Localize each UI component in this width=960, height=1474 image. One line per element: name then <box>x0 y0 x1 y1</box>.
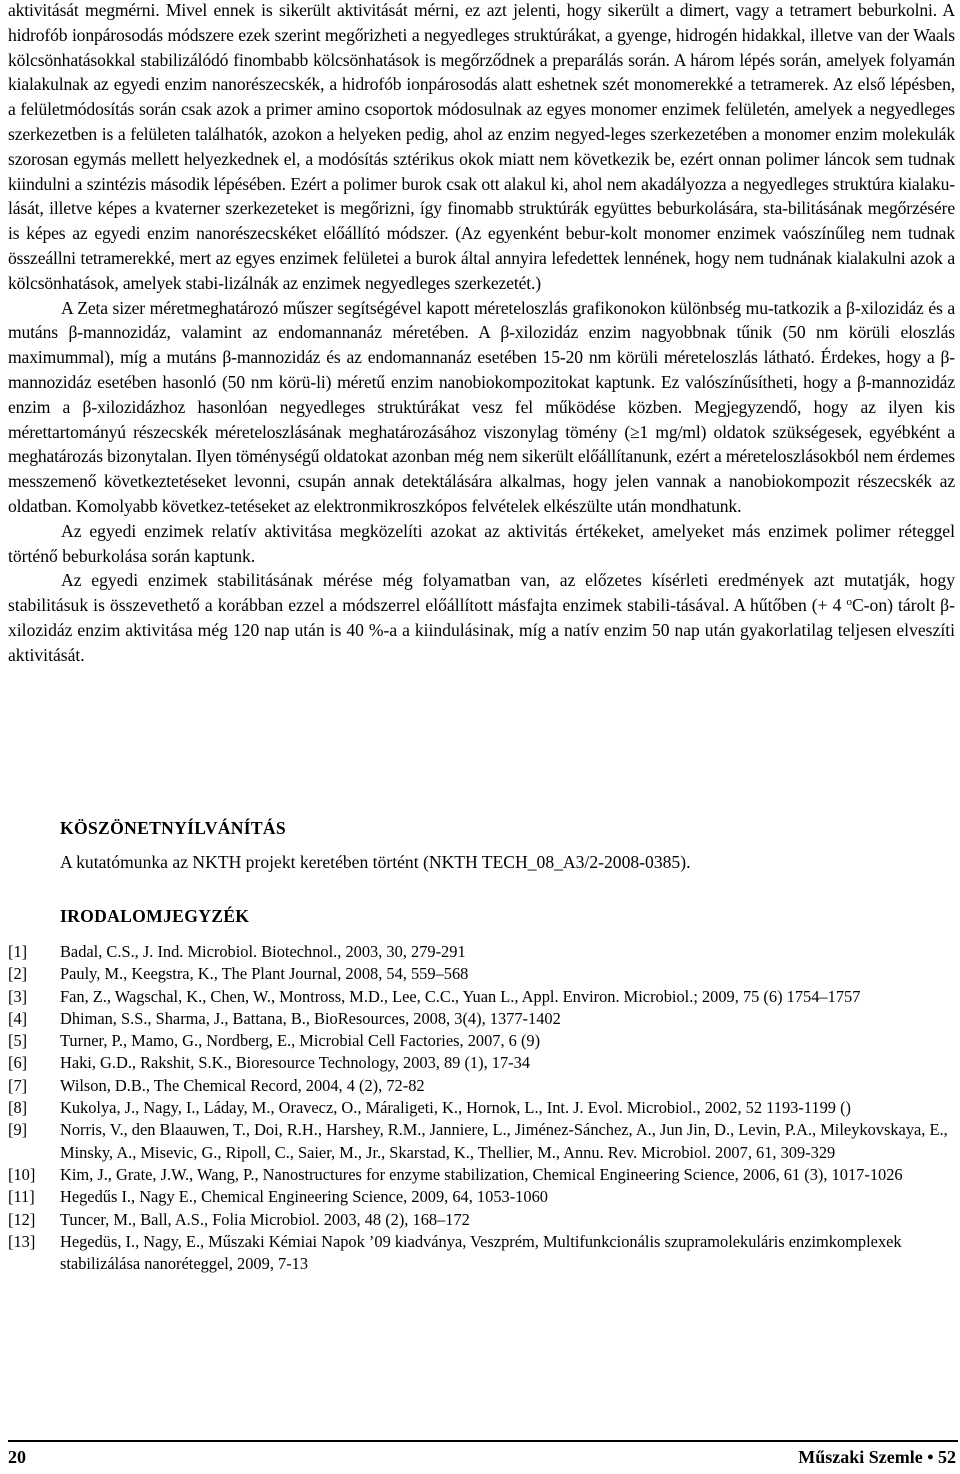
reference-text: Tuncer, M., Ball, A.S., Folia Microbiol. 2003, 48 (2), 168–172 <box>60 1209 470 1229</box>
reference-number: [9] <box>8 1120 28 1140</box>
body-text <box>8 0 955 668</box>
reference-list <box>8 941 958 1275</box>
degree-superscript: o <box>846 596 852 609</box>
reference-text: Hegedüs, I., Nagy, E., Műszaki Kémiai Napok ’09 kiadványa, Veszprém, Multifunkcionális szupramolekuláris enzimkomplexek stabilizálása nanoréteggel, 2009, 7-13 <box>60 1231 902 1274</box>
reference-number: [7] <box>8 1075 28 1095</box>
paragraph <box>8 568 955 667</box>
reference-text: Kim, J., Grate, J.W., Wang, P., Nanostructures for enzyme stabilization, Chemical Engineering Science, 2006, 61 (3), 1017-1026 <box>60 1164 903 1184</box>
reference-item <box>8 986 958 1008</box>
reference-number: [8] <box>8 1098 28 1118</box>
reference-number: [13] <box>8 1231 36 1251</box>
footer-divider <box>8 1440 958 1442</box>
reference-item <box>8 1209 958 1231</box>
reference-number: [11] <box>8 1187 35 1207</box>
paragraph: Az egyedi enzimek relatív aktivitása megközelíti azokat az aktivitás értékeket, amelyeket más enzimek polimer réteggel történő beburkolása során kaptunk. <box>8 520 955 566</box>
reference-text: Hegedűs I., Nagy E., Chemical Engineering Science, 2009, 64, 1053-1060 <box>60 1187 548 1207</box>
reference-item <box>8 1052 958 1074</box>
paragraph-text-continued: C-on) tárolt β-xilozidáz enzim aktivitása még 120 nap után is 40 %-a a kiindulásinak, míg a natív enzim 50 nap után gyakorlatilag teljesen elveszíti aktivitását. <box>8 595 955 665</box>
reference-text: Badal, C.S., J. Ind. Microbiol. Biotechnol., 2003, 30, 279-291 <box>60 942 466 961</box>
reference-number: [10] <box>8 1164 36 1184</box>
reference-item <box>8 1097 958 1119</box>
journal-name: Műszaki Szemle • 52 <box>798 1447 956 1467</box>
reference-text: Turner, P., Mamo, G., Nordberg, E., Microbial Cell Factories, 2007, 6 (9) <box>60 1031 541 1051</box>
reference-text: Fan, Z., Wagschal, K., Chen, W., Montross, M.D., Lee, C.C., Yuan L., Appl. Environ. Microbiol.; 2009, 75 (6) 1754–1757 <box>60 986 861 1006</box>
references-heading: IRODALOMJEGYZÉK <box>60 906 250 926</box>
reference-text: Kukolya, J., Nagy, I., Láday, M., Oravecz, O., Máraligeti, K., Hornok, L., Int. J. Evol. Microbiol., 2002, 52 1193-1199 () <box>60 1098 851 1118</box>
page-number: 20 <box>8 1447 26 1467</box>
reference-number: [12] <box>8 1209 36 1229</box>
reference-text: Haki, G.D., Rakshit, S.K., Bioresource Technology, 2003, 89 (1), 17-34 <box>60 1053 531 1073</box>
reference-item <box>8 1075 958 1097</box>
paragraph: aktivitását megmérni. Mivel ennek is sikerült aktivitását mérni, ez azt jelenti, hogy sikerült a dimert, vagy a tetramert beburkolni. A hidrofób ionpárosodás módszere ezek szerint megőrizheti a negyedleges struktúrákat, a gyenge, hidrogén hidakkal, illetve van der Waals kölcsönhatásokkal stabilizálódó finombabb kölcsönhatások is megőrződnek a preparálás során. A három lépés során, amelyek folyamán kialakulnak az egyedi enzim nanorészecskék, a hidrofób ionpárosodás alatt eshetnek szét monomerekké a tetramerek. Az első lépésben, a felületmódosítás során csak azok a primer amino csoportok módosulnak az egyes monomer enzimek felületén, amelyek a negyedleges szerkezetben is a felületen találhatók, azokon a helyeken pedig, ahol az enzim negyed-leges szerkezetében a monomer enzim molekulák szorosan egymás mellett helyezkednek el, a modósítás sztérikus okok miatt nem következik be, ezért onnan polimer láncok sem tudnak kiindulni a szintézis második lépésében. Ezért a polimer burok csak ott alakul ki, ahol nem akadályozza a negyedleges struktúra kialaku-lását, illetve képes a kvaterner szerkezeteket is megőrizni, így finomabb struktúrák együttes beburkolására, sta-bilitásának megőrzésére is képes az egyedi enzim nanorészecskéket előállító módszer. (Az egyenként bebur-kolt monomer enzimek vaószínűleg nem tudnak összeállni tetramerekké, mert az egyes enzimek felületei a burok által annyira lefedettek lennének, hogy nem tudnának kialakulni azok a kölcsönhatások, amelyek stabi-lizálnák az enzimek negyedleges szerkezetét.) <box>8 0 955 293</box>
paragraph: A Zeta sizer méretmeghatározó műszer segítségével kapott méreteloszlás grafikonokon különbség mu-tatkozik a β-xilozidáz és a mutáns β-mannozidáz, valamint az endomannanáz méretében. A β-xilozidáz enzim nagyobbnak tűnik (50 nm körüli eloszlás maximummal), míg a mutáns β-mannozidáz és az endomannanáz esetében 15-20 nm körüli méreteloszlás látható. Érdekes, hogy a β-mannozidáz esetében hasonló (50 nm körü-li) méretű enzim nanobiokompozitokat kaptunk. Ez valószínűsítheti, hogy a β-mannozidáz enzim a β-xilozidázhoz hasonlóan negyedleges struktúrákat vesz fel működése közben. Megjegyzendő, hogy az ilyen kis mérettartományú részecskék méreteloszlásának meghatározásához viszonylag tömény (≥1 mg/ml) oldatok szükségesek, egyébként a meghatározás bizonytalan. Ilyen töménységű oldatokat azonban még nem sikerült előállítanunk, ezért a méreteloszlásokból nem érdemes messzemenő következtetéseket levonni, csupán annak detektálására alkalmas, hogy jelen vannak a nanobiokompozit részecskék az oldatban. Komolyabb következ-tetéseket az elektronmikroszkópos felvételek elkészülte után mondhatunk. <box>8 297 955 516</box>
reference-number: [5] <box>8 1031 28 1051</box>
reference-number: [4] <box>8 1008 28 1028</box>
reference-number: [3] <box>8 986 28 1006</box>
reference-item <box>8 1030 958 1052</box>
reference-number: [6] <box>8 1053 28 1073</box>
reference-item <box>8 1008 958 1030</box>
paragraph-text: Az egyedi enzimek stabilitásának mérése még folyamatban van, az előzetes kísérleti eredmények azt mutatják, hogy stabilitásuk is összevethető a korábban ezzel a módszerrel előállított másfajta enzimek stabili-tásával. A hűtőben (+ 4 <box>8 570 955 616</box>
reference-text: Wilson, D.B., The Chemical Record, 2004, 4 (2), 72-82 <box>60 1075 425 1095</box>
acknowledgement-heading: KÖSZÖNETNYÍLVÁNÍTÁS <box>60 818 287 838</box>
reference-item <box>8 1164 958 1186</box>
reference-item <box>8 1186 958 1208</box>
reference-item <box>8 1231 958 1276</box>
reference-text: Dhiman, S.S., Sharma, J., Battana, B., BioResources, 2008, 3(4), 1377-1402 <box>60 1008 561 1028</box>
acknowledgement-text: A kutatómunka az NKTH projekt keretében történt (NKTH TECH_08_A3/2-2008-0385). <box>60 852 691 872</box>
reference-item <box>8 963 958 985</box>
reference-number: [1] <box>8 942 28 961</box>
reference-text: Norris, V., den Blaauwen, T., Doi, R.H., Harshey, R.M., Janniere, L., Jiménez-Sánchez, A., Jun Jin, D., Levin, P.A., Mileykovskaya, E., Minsky, A., Misevic, G., Ripoll, C., Saier, M., Jr., Skarstad, K., Thellier, M., Annu. Rev. Microbiol. 2007, 61, 309-329 <box>60 1120 948 1162</box>
reference-text: Pauly, M., Keegstra, K., The Plant Journal, 2008, 54, 559–568 <box>60 964 469 984</box>
reference-number: [2] <box>8 964 28 984</box>
reference-item <box>8 941 958 963</box>
reference-item <box>8 1119 958 1164</box>
